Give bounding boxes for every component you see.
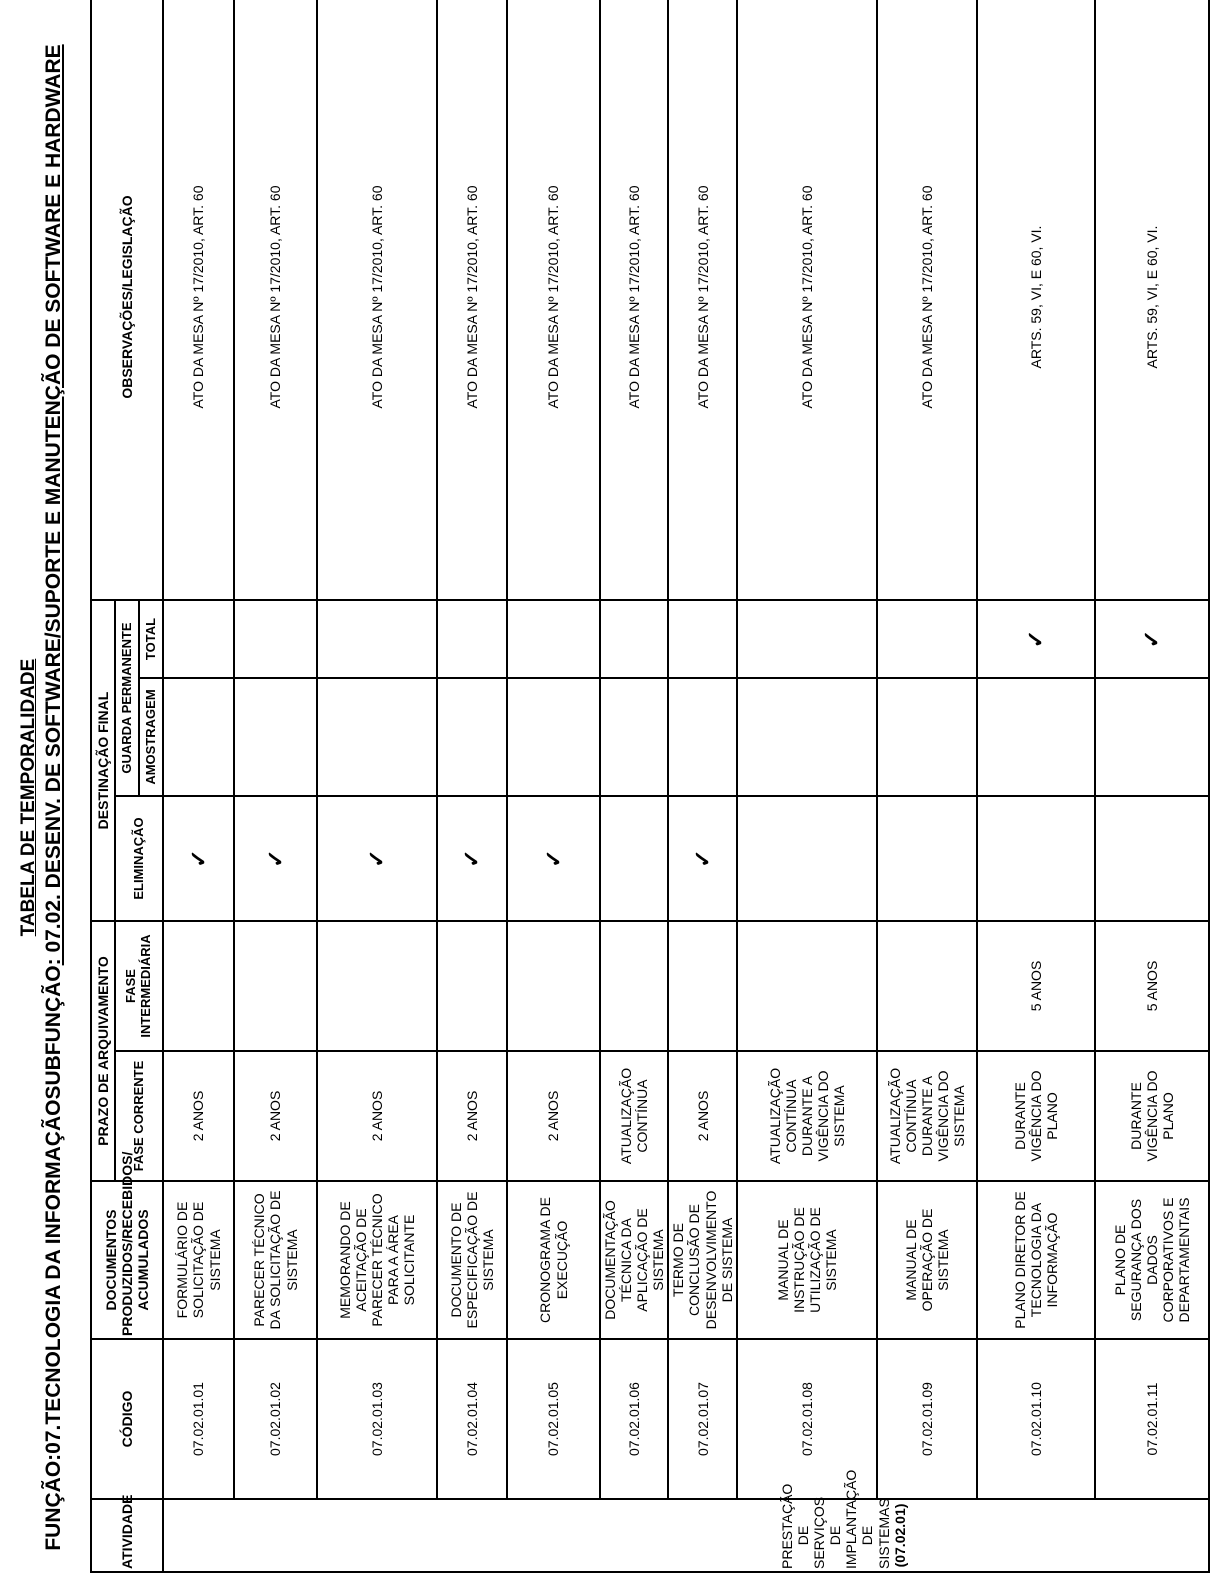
documento-cell: PLANO DIRETOR DE TECNOLOGIA DA INFORMAÇÃO	[977, 1181, 1095, 1339]
total-cell	[234, 600, 317, 678]
total-cell	[437, 600, 507, 678]
codigo-cell: 07.02.01.04	[437, 1339, 507, 1499]
eliminacao-cell	[317, 796, 437, 921]
header-atividade: ATIVIDADE	[91, 1499, 163, 1572]
table-row	[317, 0, 437, 1572]
fase-intermediaria-cell	[163, 921, 234, 1051]
amostragem-cell	[600, 678, 668, 796]
codigo-cell: 07.02.01.05	[507, 1339, 600, 1499]
document-title: TABELA DE TEMPORALIDADE	[18, 658, 39, 937]
table-row	[234, 0, 317, 1572]
observacoes-cell: ATO DA MESA Nº 17/2010, ART. 60	[437, 0, 507, 600]
documento-cell: PARECER TÉCNICO DA SOLICITAÇÃO DE SISTEMA	[234, 1181, 317, 1339]
table-row	[437, 0, 507, 1572]
total-cell	[1095, 600, 1209, 678]
header-fase-intermediaria: FASE INTERMEDIÁRIA	[115, 921, 163, 1051]
table-row	[737, 0, 877, 1572]
total-cell	[600, 600, 668, 678]
observacoes-cell: ATO DA MESA Nº 17/2010, ART. 60	[877, 0, 977, 600]
codigo-cell: 07.02.01.11	[1095, 1339, 1209, 1499]
codigo-cell: 07.02.01.06	[600, 1339, 668, 1499]
fase-intermediaria-cell	[317, 921, 437, 1051]
amostragem-cell	[1095, 678, 1209, 796]
activity-code: (07.02.01)	[891, 1503, 908, 1568]
fase-intermediaria-cell	[234, 921, 317, 1051]
fase-intermediaria-cell	[877, 921, 977, 1051]
table-row	[668, 0, 736, 1572]
amostragem-cell	[668, 678, 736, 796]
documento-cell: DOCUMENTAÇÃO TÉCNICA DA APLICAÇÃO DE SISTEMA	[600, 1181, 668, 1339]
document-subtitle	[42, 0, 66, 1595]
codigo-cell: 07.02.01.01	[163, 1339, 234, 1499]
fase-intermediaria-cell	[437, 921, 507, 1051]
observacoes-cell: ARTS. 59, VI, E 60, VI.	[977, 0, 1095, 600]
amostragem-cell	[437, 678, 507, 796]
amostragem-cell	[234, 678, 317, 796]
table-row	[877, 0, 977, 1572]
observacoes-cell: ATO DA MESA Nº 17/2010, ART. 60	[737, 0, 877, 600]
table-row	[600, 0, 668, 1572]
fase-intermediaria-cell	[600, 921, 668, 1051]
header-fase-corrente: FASE CORRENTE	[115, 1051, 163, 1181]
documento-cell: MEMORANDO DE ACEITAÇÃO DE PARECER TÉCNICO PARA A ÁREA SOLICITANTE	[317, 1181, 437, 1339]
documento-cell: FORMULÁRIO DE SOLICITAÇÃO DE SISTEMA	[163, 1181, 234, 1339]
documento-cell: PLANO DE SEGURANÇA DOS DADOS CORPORATIVOS E DEPARTAMENTAIS	[1095, 1181, 1209, 1339]
header-amostragem: AMOSTRAGEM	[139, 678, 163, 796]
amostragem-cell	[977, 678, 1095, 796]
documento-cell: MANUAL DE OPERAÇÃO DE SISTEMA	[877, 1181, 977, 1339]
table-row	[1095, 0, 1209, 1572]
eliminacao-cell	[977, 796, 1095, 921]
fase-intermediaria-cell: 5 ANOS	[977, 921, 1095, 1051]
total-cell	[507, 600, 600, 678]
header-documentos: DOCUMENTOS PRODUZIDOS/RECEBIDOS/ ACUMULADOS	[91, 1181, 163, 1339]
fase-corrente-cell: DURANTE VIGÊNCIA DO PLANO	[977, 1051, 1095, 1181]
codigo-cell: 07.02.01.02	[234, 1339, 317, 1499]
amostragem-cell	[317, 678, 437, 796]
observacoes-cell: ATO DA MESA Nº 17/2010, ART. 60	[507, 0, 600, 600]
documento-cell: CRONOGRAMA DE EXECUÇÃO	[507, 1181, 600, 1339]
table-body	[163, 0, 1209, 1572]
check-mark-icon: ✓	[459, 849, 485, 868]
amostragem-cell	[737, 678, 877, 796]
header-guarda-permanente: GUARDA PERMANENTE	[115, 600, 139, 796]
observacoes-cell: ATO DA MESA Nº 17/2010, ART. 60	[600, 0, 668, 600]
table-row	[163, 0, 234, 1572]
eliminacao-cell	[1095, 796, 1209, 921]
observacoes-cell: ATO DA MESA Nº 17/2010, ART. 60	[163, 0, 234, 600]
codigo-cell: 07.02.01.07	[668, 1339, 736, 1499]
eliminacao-cell	[163, 796, 234, 921]
header-destinacao: DESTINAÇÃO FINAL	[91, 600, 115, 921]
check-mark-icon: ✓	[689, 849, 715, 868]
fase-intermediaria-cell	[737, 921, 877, 1051]
activity-name: PRESTAÇÃO DE SERVIÇOS DE IMPLANTAÇÃO DE SISTEMAS	[779, 1469, 892, 1569]
fase-corrente-cell: 2 ANOS	[163, 1051, 234, 1181]
fase-corrente-cell: DURANTE VIGÊNCIA DO PLANO	[1095, 1051, 1209, 1181]
check-mark-icon: ✓	[1023, 629, 1049, 649]
check-mark-icon: ✓	[262, 849, 288, 868]
subtitle-subfunction: : 07.02. DESENV. DE SOFTWARE/SUPORTE E MANUTENÇÃO DE SOFTWARE E HARDWARE	[42, 44, 65, 966]
codigo-cell: 07.02.01.03	[317, 1339, 437, 1499]
codigo-cell: 07.02.01.08	[737, 1339, 877, 1499]
temporality-table	[90, 0, 1210, 1573]
codigo-cell: 07.02.01.10	[977, 1339, 1095, 1499]
total-cell	[317, 600, 437, 678]
fase-corrente-cell: ATUALIZAÇÃO CONTÍNUA DURANTE A VIGÊNCIA DO SISTEMA	[737, 1051, 877, 1181]
header-observacoes: OBSERVAÇÕES/LEGISLAÇÃO	[91, 0, 163, 600]
fase-intermediaria-cell	[507, 921, 600, 1051]
total-cell	[163, 600, 234, 678]
fase-corrente-cell: ATUALIZAÇÃO CONTÍNUA DURANTE A VIGÊNCIA DO SISTEMA	[877, 1051, 977, 1181]
eliminacao-cell	[877, 796, 977, 921]
eliminacao-cell	[234, 796, 317, 921]
documento-cell: MANUAL DE INSTRUÇÃO DE UTILIZAÇÃO DE SISTEMA	[737, 1181, 877, 1339]
subtitle-function: FUNÇÃO:07.TECNOLOGIA DA INFORMAÇÃOSUBFUNÇÃO	[42, 965, 65, 1551]
check-mark-icon: ✓	[185, 849, 211, 868]
fase-intermediaria-cell	[668, 921, 736, 1051]
check-mark-icon: ✓	[1139, 629, 1165, 649]
fase-corrente-cell: 2 ANOS	[234, 1051, 317, 1181]
header-prazo: PRAZO DE ARQUIVAMENTO	[91, 921, 115, 1181]
codigo-cell: 07.02.01.09	[877, 1339, 977, 1499]
amostragem-cell	[507, 678, 600, 796]
fase-corrente-cell: ATUALIZAÇÃO CONTÍNUA	[600, 1051, 668, 1181]
total-cell	[977, 600, 1095, 678]
documento-cell: DOCUMENTO DE ESPECIFICAÇÃO DE SISTEMA	[437, 1181, 507, 1339]
amostragem-cell	[877, 678, 977, 796]
total-cell	[668, 600, 736, 678]
header-total: TOTAL	[139, 600, 163, 678]
observacoes-cell: ATO DA MESA Nº 17/2010, ART. 60	[234, 0, 317, 600]
documento-cell: TERMO DE CONCLUSÃO DE DESENVOLVIMENTO DE SISTEMA	[668, 1181, 736, 1339]
total-cell	[737, 600, 877, 678]
amostragem-cell	[163, 678, 234, 796]
total-cell	[877, 600, 977, 678]
table-row	[977, 0, 1095, 1572]
eliminacao-cell	[737, 796, 877, 921]
table-row	[507, 0, 600, 1572]
fase-corrente-cell: 2 ANOS	[507, 1051, 600, 1181]
observacoes-cell: ARTS. 59, VI, E 60, VI.	[1095, 0, 1209, 600]
header-codigo: CÓDIGO	[91, 1339, 163, 1499]
eliminacao-cell	[668, 796, 736, 921]
fase-corrente-cell: 2 ANOS	[317, 1051, 437, 1181]
observacoes-cell: ATO DA MESA Nº 17/2010, ART. 60	[668, 0, 736, 600]
header-eliminacao: ELIMINAÇÃO	[115, 796, 163, 921]
observacoes-cell: ATO DA MESA Nº 17/2010, ART. 60	[317, 0, 437, 600]
fase-corrente-cell: 2 ANOS	[668, 1051, 736, 1181]
eliminacao-cell	[507, 796, 600, 921]
fase-corrente-cell: 2 ANOS	[437, 1051, 507, 1181]
check-mark-icon: ✓	[364, 849, 390, 868]
check-mark-icon: ✓	[540, 849, 566, 868]
eliminacao-cell	[600, 796, 668, 921]
fase-intermediaria-cell: 5 ANOS	[1095, 921, 1209, 1051]
activity-cell	[163, 1469, 1209, 1572]
eliminacao-cell	[437, 796, 507, 921]
